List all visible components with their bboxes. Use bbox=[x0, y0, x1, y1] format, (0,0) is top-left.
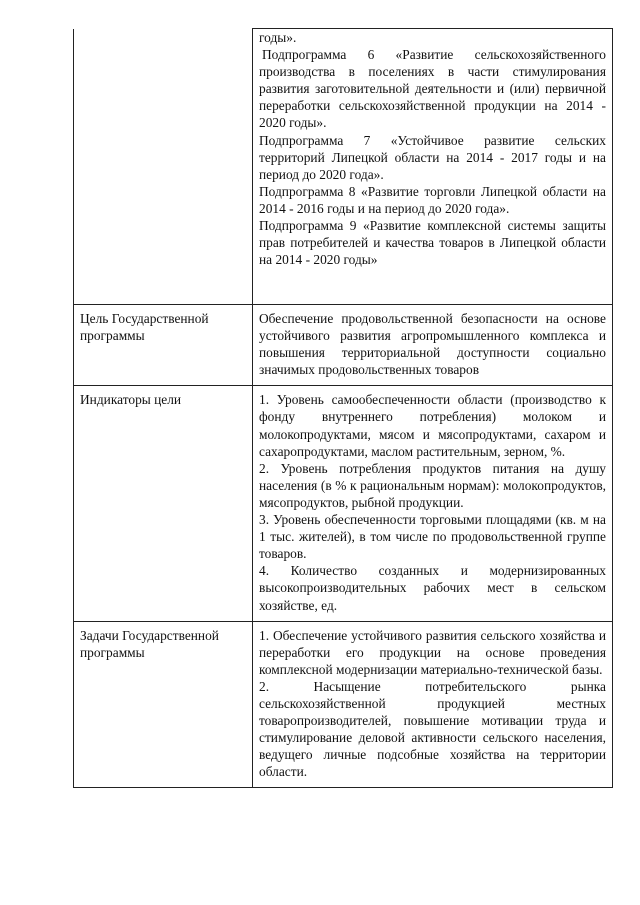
content-paragraph: 2. Насыщение потребительского рынка сельскохозяйственной продукцией местных товаропроизводителей, повышение мотивации труда и стимулирование деловой активности сельского населения, ведущего личные подсобные хозяйства на территории области. bbox=[259, 678, 606, 780]
table-row bbox=[74, 386, 613, 621]
content-paragraph: Подпрограмма 7 «Устойчивое развитие сельских территорий Липецкой области на 2014 - 2017 годы и на период до 2020 года». bbox=[259, 132, 606, 182]
content-paragraph: Подпрограмма 6 «Развитие сельскохозяйственного производства в поселениях в части стимулирования развития заготовительной деятельности и (или) первичной переработки сельскохозяйственной продукции на 2014 - 2020 годы». bbox=[259, 47, 606, 131]
table-row bbox=[74, 305, 613, 386]
row-content bbox=[253, 305, 613, 386]
row-content bbox=[253, 29, 613, 305]
content-paragraph: 4. Количество созданных и модернизированных высокопроизводительных рабочих мест в сельском хозяйстве, ед. bbox=[259, 563, 606, 613]
row-label: Цель Государственной программы bbox=[74, 305, 253, 386]
content-paragraph: 1. Обеспечение устойчивого развития сельского хозяйства и переработки его продукции на основе проведения комплексной модернизации материально-технической базы. bbox=[259, 627, 606, 677]
row-content bbox=[253, 621, 613, 788]
content-paragraph: Подпрограмма 8 «Развитие торговли Липецкой области на 2014 - 2016 годы и на период до 2020 года». bbox=[259, 183, 606, 216]
table-row bbox=[74, 621, 613, 788]
content-paragraph: Обеспечение продовольственной безопасности на основе устойчивого развития агропромышленного комплекса и повышения территориальной доступности социально значимых продовольственных товаров bbox=[259, 311, 606, 378]
row-content bbox=[253, 386, 613, 621]
content-paragraph: Подпрограмма 9 «Развитие комплексной системы защиты прав потребителей и качества товаров в Липецкой области на 2014 - 2020 годы» bbox=[259, 218, 606, 268]
content-paragraph: годы». bbox=[259, 30, 297, 45]
content-paragraph: 3. Уровень обеспеченности торговыми площадями (кв. м на 1 тыс. жителей), в том числе по продовольственной группе товаров. bbox=[259, 512, 606, 562]
content-paragraph: 1. Уровень самообеспеченности области (производство к фонду внутреннего потребления) молоком и молокопродуктами, мясом и мясопродуктами, сахаром и сахаропродуктами, маслом растительным, зерном, %. bbox=[259, 392, 606, 459]
table-row bbox=[74, 29, 613, 305]
row-label: Индикаторы цели bbox=[74, 386, 253, 621]
content-paragraph: 2. Уровень потребления продуктов питания на душу населения (в % к рациональным нормам): молокопродуктов, мясопродуктов, рыбной продукции. bbox=[259, 460, 606, 510]
program-passport-table bbox=[73, 28, 613, 788]
row-label: Задачи Государственной программы bbox=[74, 621, 253, 788]
row-label bbox=[74, 29, 253, 305]
